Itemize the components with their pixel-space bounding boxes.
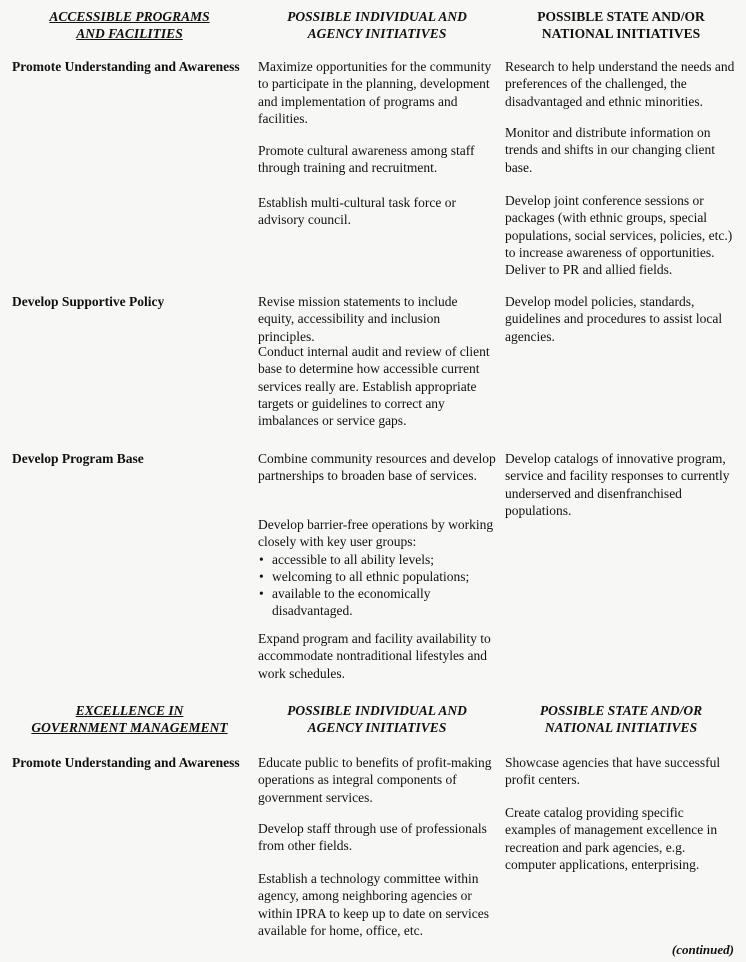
initiative-paragraph: Monitor and distribute information on trends and shifts in our changing client base. [505, 125, 715, 175]
section1-col1-header [12, 8, 247, 42]
header-line: ACCESSIBLE PROGRAMS [49, 9, 210, 24]
initiative-paragraph: Combine community resources and develop partnerships to broaden base of services. [258, 451, 496, 484]
initiative-paragraph: Create catalog providing specific examples of management excellence in recreation and park agencies, e.g. computer applications, enterprising. [505, 805, 718, 872]
individual-initiatives [258, 754, 496, 944]
initiative-paragraph: Develop joint conference sessions or packages (with ethnic groups, special populations, social services, policies, etc.) to increase awareness of opportunities. Deliver to PR and allied fields. [505, 193, 733, 278]
row-category: Promote Understanding and Awareness [12, 59, 240, 74]
bullet-item: • available to the economically disadvantaged. [258, 585, 496, 620]
header-line: NATIONAL INITIATIVES [541, 26, 701, 41]
individual-initiatives [258, 58, 496, 258]
initiative-paragraph: Establish multi-cultural task force or advisory council. [258, 195, 456, 228]
row-category: Develop Supportive Policy [12, 294, 165, 309]
initiative-paragraph: Develop catalogs of innovative program, service and facility responses to currently underserved and disenfranchised populations. [505, 451, 730, 518]
row-category: Develop Program Base [12, 451, 144, 466]
section2-col3-header [505, 702, 737, 736]
row-category: Promote Understanding and Awareness [12, 755, 240, 770]
header-line: EXCELLENCE IN [75, 703, 184, 718]
initiative-paragraph: Expand program and facility availability to accommodate nontraditional lifestyles and work schedules. [258, 631, 491, 681]
initiative-paragraph: Develop staff through use of professionals from other fields. [258, 821, 487, 854]
header-line: AGENCY INITIATIVES [307, 720, 447, 735]
section1-col3-header [505, 8, 737, 42]
initiative-paragraph: Conduct internal audit and review of client base to determine how accessible current services really are. Establish appropriate targets or guidelines to correct any imbalances or service gaps. [258, 344, 490, 429]
initiative-text: Develop barrier-free operations by working closely with key user groups: [258, 517, 494, 550]
initiative-paragraph [258, 516, 496, 620]
header-line: NATIONAL INITIATIVES [544, 720, 698, 735]
state-initiatives [505, 58, 737, 278]
initiative-paragraph: Promote cultural awareness among staff through training and recruitment. [258, 143, 475, 176]
individual-initiatives [258, 450, 496, 690]
initiative-paragraph: Showcase agencies that have successful profit centers. [505, 755, 721, 788]
bullet-item: • accessible to all ability levels; [258, 551, 496, 568]
bullet-list [258, 551, 496, 620]
initiative-paragraph: Maximize opportunities for the community to participate in the planning, development and implementation of programs and facilities. [258, 59, 492, 126]
header-line: GOVERNMENT MANAGEMENT [31, 720, 228, 735]
continued-note: (continued) [671, 942, 734, 957]
header-line: POSSIBLE INDIVIDUAL AND [287, 703, 467, 718]
header-line: POSSIBLE INDIVIDUAL AND [287, 9, 467, 24]
initiative-paragraph: Establish a technology committee within agency, among neighboring agencies or within IPRA to keep up to date on services available for home, office, etc. [258, 871, 489, 938]
section2-col2-header [258, 702, 496, 736]
initiative-paragraph: Develop model policies, standards, guidelines and procedures to assist local agencies. [505, 294, 723, 344]
state-initiatives [505, 450, 737, 530]
initiative-paragraph: Revise mission statements to include equity, accessibility and inclusion principles. [258, 294, 458, 344]
state-initiatives [505, 754, 737, 894]
initiative-paragraph: Research to help understand the needs and preferences of the challenged, the disadvantaged and ethnic minorities. [505, 59, 735, 109]
section1-col2-header [258, 8, 496, 42]
header-line: AND FACILITIES [76, 26, 183, 41]
state-initiatives [505, 293, 737, 353]
header-line: POSSIBLE STATE AND/OR [537, 9, 705, 24]
initiative-paragraph: Educate public to benefits of profit-making operations as integral components of government services. [258, 755, 492, 805]
bullet-item: • welcoming to all ethnic populations; [258, 568, 496, 585]
section2-col1-header [12, 702, 247, 736]
header-line: AGENCY INITIATIVES [307, 26, 447, 41]
header-line: POSSIBLE STATE AND/OR [539, 703, 703, 718]
individual-initiatives [258, 293, 496, 433]
